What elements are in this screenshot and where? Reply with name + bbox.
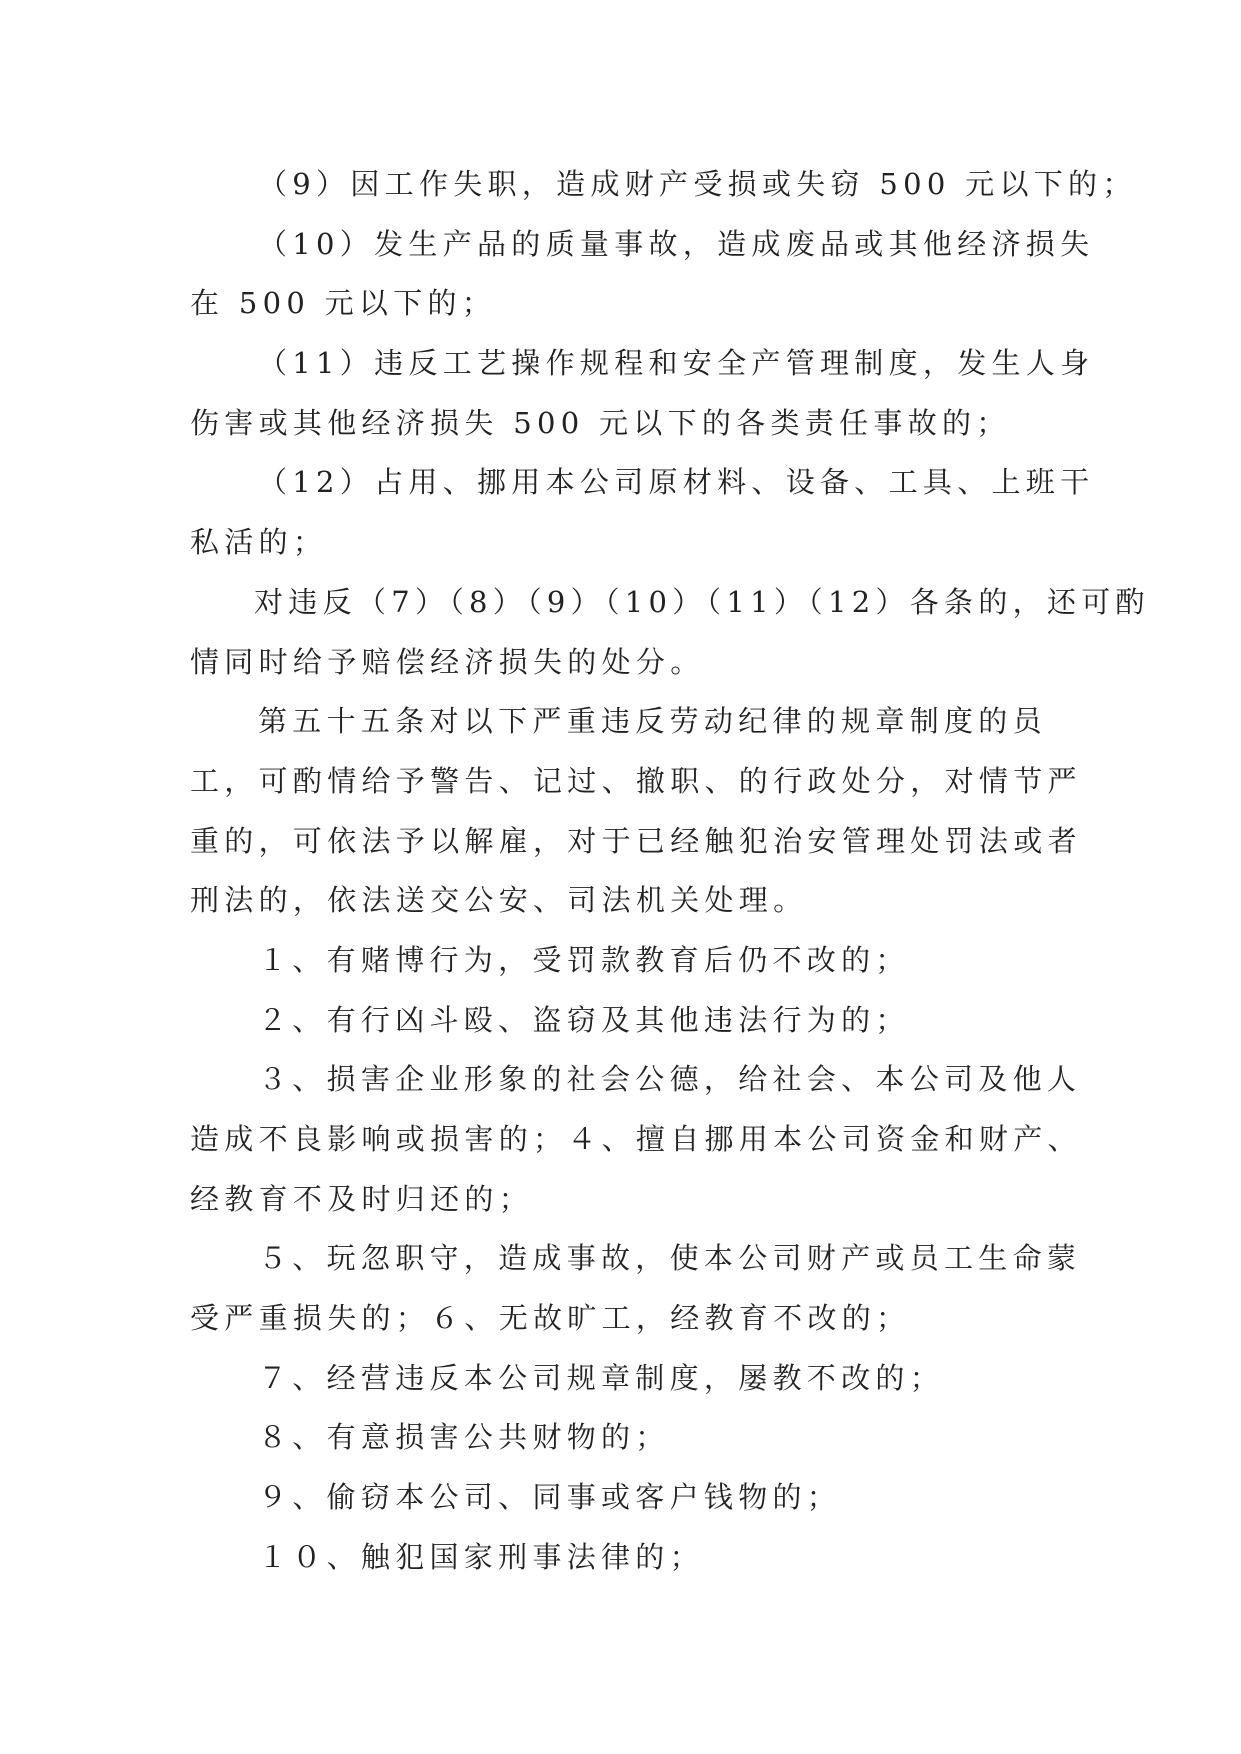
text-line: ７、经营违反本公司规章制度，屡教不改的；	[258, 1360, 945, 1395]
text-line: （12）占用、挪用本公司原材料、设备、工具、上班干	[258, 465, 1095, 500]
text-line: ９、偷窃本公司、同事或客户钱物的；	[258, 1480, 842, 1515]
text-line: ３、损害企业形象的社会公德，给社会、本公司及他人	[258, 1062, 1082, 1097]
text-line: 在 500 元以下的；	[190, 286, 497, 321]
document-body	[190, 155, 1150, 1588]
text-line: （11）违反工艺操作规程和安全产管理制度，发生人身	[258, 346, 1095, 381]
text-line: ５、玩忽职守，造成事故，使本公司财产或员工生命蒙	[258, 1241, 1082, 1276]
text-line: ２、有行凶斗殴、盗窃及其他违法行为的；	[258, 1002, 910, 1037]
text-line: 造成不良影响或损害的；４、擅自挪用本公司资金和财产、	[190, 1122, 1082, 1156]
text-line: １０、触犯国家刑事法律的；	[258, 1539, 704, 1574]
text-line: 第五十五条对以下严重违反劳动纪律的规章制度的员	[258, 704, 1047, 739]
text-line: 工，可酌情给予警告、记过、撤职、的行政处分，对情节严	[190, 763, 1082, 798]
text-line: 对违反（7）（8）（9）（10）（11）（12）各条的，还可酌	[254, 584, 1150, 619]
text-line: 私活的；	[190, 525, 328, 560]
text-line: （9）因工作失职，造成财产受损或失窃 500 元以下的；	[258, 167, 1137, 201]
text-line: １、有赌博行为，受罚款教育后仍不改的；	[258, 942, 910, 977]
text-line: 受严重损失的；６、无故旷工，经教育不改的；	[190, 1301, 911, 1336]
text-line: 重的，可依法予以解雇，对于已经触犯治安管理处罚法或者	[190, 823, 1082, 858]
text-line: 经教育不及时归还的；	[190, 1181, 534, 1216]
text-line: （10）发生产品的质量事故，造成废品或其他经济损失	[258, 226, 1095, 261]
text-line: 伤害或其他经济损失 500 元以下的各类责任事故的；	[190, 405, 1011, 440]
text-line: 刑法的，依法送交公安、司法机关处理。	[190, 883, 808, 918]
text-line: 情同时给予赔偿经济损失的处分。	[190, 644, 705, 679]
text-line: ８、有意损害公共财物的；	[258, 1420, 670, 1455]
